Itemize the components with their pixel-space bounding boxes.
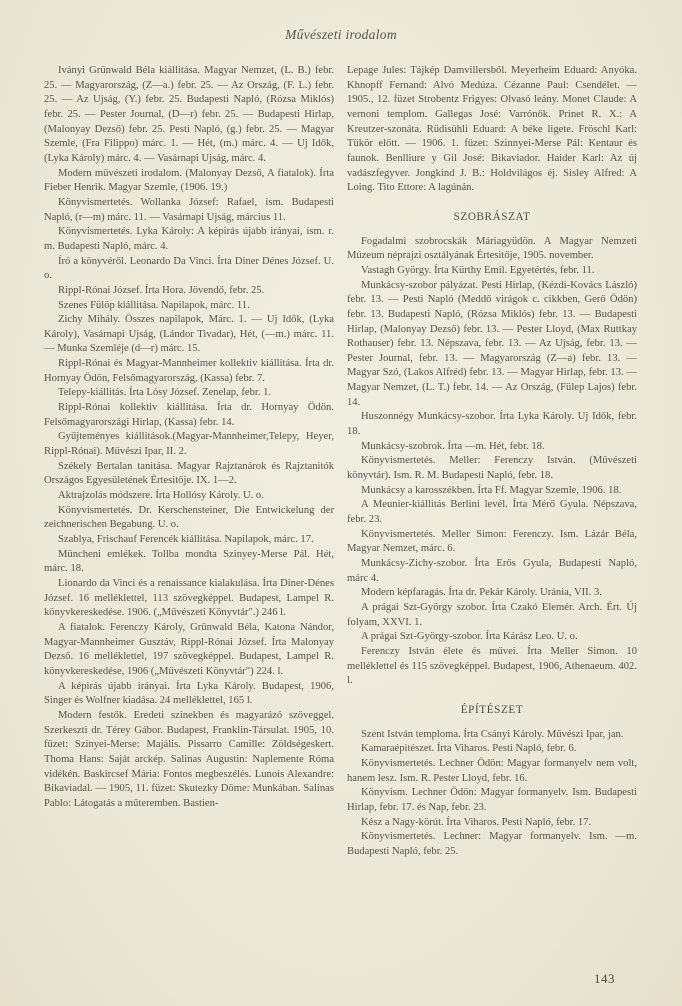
bibliography-entry: Könyvismertetés. Wollanka József: Rafael, ism. Budapesti Napló, (r—m) márc. 11. — Vasárnapi Ujság, március 11.: [44, 196, 334, 223]
right-column: [347, 64, 637, 859]
bibliography-entry: A Meunier-kiállitás Berlini levél. Írta Mérő Gyula. Népszava, febr. 23.: [347, 499, 637, 526]
section-heading-sculpture: SZOBRÁSZAT: [453, 210, 531, 223]
bibliography-entry: Könyvismertetés. Dr. Kerschensteiner, Die Entwickelung der zeichnerischen Begabung. U. o.: [44, 504, 334, 531]
bibliography-entry: Iványi Grünwald Béla kiállitása. Magyar Nemzet, (L. B.) febr. 25. — Magyarország, (Z—a.) febr. 25. — Az Ország, (F. L.) febr. 25. — Az Ujság, (Y.) febr. 25. Budapesti Napló, (Rózsa Miklós) febr. 25. — Pester Journal, (D—r) febr. 25. — Budapesti Hirlap, (Malonyay Dezső) febr. 25. Pesti Napló, (g.) febr. 25. — Magyar Szemle, (Fra Filippo) márc. 1. — Hét, (m.) márc. 4. — Uj Idők, (Lyka Károly) márc. 4. — Vasárnapi Ujság, márc. 4.: [44, 65, 334, 164]
section-heading-architecture: ÉPÍTÉSZET: [460, 703, 524, 716]
bibliography-entry: Munkácsy-szobrok. Írta —m. Hét, febr. 18.: [361, 440, 545, 452]
bibliography-entry: Székely Bertalan tanitása. Magyar Rajztanárok és Rajztanitók Országos Egyesületének Értesitője. IX. 1—2.: [44, 460, 334, 487]
bibliography-entry: Lionardo da Vinci és a renaissance kialakulása. Írta Diner-Dénes József. 16 melléklettel, 113 szövegképpel. Budapest, Lampel R. könyvkereskedése. 1906. („Művészeti Könyvtár".) 246 l.: [44, 577, 334, 619]
bibliography-entry: Könyvismertetés. Lechner: Magyar formanyelv. Ism. —m. Budapesti Napló, febr. 25.: [347, 831, 637, 857]
bibliography-entry: A prágai Szt-György-szobor. Írta Kárász Leo. U. o.: [361, 631, 578, 643]
bibliography-entry: A fiatalok. Ferenczy Károly, Grünwald Béla, Katona Nándor, Magyar-Mannheimer Gusztáv, Rippl-Rónai József. Írta Malonyay Dezső. 16 melléklettel, 197 szövegképpel. Budapest, Lampel R. könyvkereskedése, 1906 („Művészeti Könyvtár") 224. l.: [44, 621, 334, 677]
page-number: 143: [594, 971, 615, 986]
sculpture-entries: [347, 235, 637, 689]
bibliography-entry: Könyvism. Lechner Ödön: Magyar formanyelv. Ism. Budapesti Hirlap, febr. 17. és Nap, febr. 23.: [347, 787, 637, 813]
bibliography-entry: Könyvismertetés. Meller Simon: Ferenczy. Ism. Lázár Béla, Magyar Nemzet, márc. 6.: [347, 528, 637, 555]
bibliography-entry: Modern képfaragás. Írta dr. Pekár Károly. Uránia, VII. 3.: [361, 587, 602, 599]
bibliography-entry: Huszonnégy Munkácsy-szobor. Írta Lyka Károly. Uj Idők, febr. 18.: [347, 411, 637, 438]
bibliography-entry: Munkácsy a karosszékben. Írta Ff. Magyar Szemle, 1906. 18.: [361, 484, 622, 496]
bibliography-entry: Munkácsy-szobor pályázat. Pesti Hirlap, (Kézdi-Kovács László) febr. 13. — Pesti Napló (Meddő virágok c. cikkben, Gerő Ödön) febr. 13. Budapesti Napló, (Rózsa Miklós) febr. 13. — Budapesti Hirlap, (Malonyay Dezső) febr. 13. — Pester Lloyd, (Max Ruttkay Rothauser) febr. 13. Népszava, febr. 13. — Az Ujság, febr. 13. — Pester Journal, febr. 13. — Magyarország (Z—a) febr. 13. — Magyar Szó, (Lakos Alfréd) febr. 13. — Magyar Hirlap, febr. 13. — Magyar Nemzet, (L. T.) febr. 14. — Az Ország, (Fülep Lajos) febr. 14.: [347, 279, 637, 408]
bibliography-entry: Kész a Nagy-körút. Írta Viharos. Pesti Napló, febr. 17.: [361, 816, 592, 828]
bibliography-entry: Aktrajzolás módszere. Írta Hollósy Károly. U. o.: [58, 490, 264, 502]
running-head: Művészeti irodalom: [285, 27, 397, 42]
bibliography-entry: Modern festők. Eredeti szinekben és magyarázó szöveggel. Szerkeszti dr. Térey Gábor. Budapest, Franklin-Társulat. 1905, 10. füzet: Szinyei-Merse: Majális. Pissarro Camille: Zöldségeskert. Thoma Hans: Saját arckép. Salinas Augustin: Naplemente Róma vidékén. Baskircsef Mária: Fontos megbeszélés. Lunois Alexandre: Bikaviadal. — 1905, 11. füzet: Skutezky Döme: Munkában. Salinas Pablo: Látogatás a műteremben. Bastien-: [44, 709, 334, 809]
bibliography-entry: Modern művészeti irodalom. (Malonyay Dezső, A fiatalok). Írta Fieber Henrik. Magyar Szemle, (1906. 19.): [44, 167, 334, 194]
bibliography-entry: A képirás újabb irányai. Írta Lyka Károly. Budapest, 1906, Singer és Wolfner kiadása. 24 melléklettel, 165 l.: [44, 680, 334, 707]
bibliography-entry: Kamaraépitészet. Írta Viharos. Pesti Napló, febr. 6.: [361, 743, 577, 755]
bibliography-entry: Könyvismertetés. Meller: Ferenczy István. (Művészeti könyvtár). Ism. R. M. Budapesti Napló, febr. 18.: [347, 455, 637, 482]
bibliography-entry: Munkácsy-Zichy-szobor. Írta Erős Gyula, Budapesti Napló, márc 4.: [347, 558, 637, 584]
bibliography-entry: Telepy-kiállitás. Írta Lósy József. Zenelap, febr. 1.: [58, 387, 272, 399]
bibliography-entry: Rippl-Rónai József. Írta Hora. Jövendő, febr. 25.: [58, 284, 265, 296]
bibliography-entry: Fogadalmi szobrocskák Máriagyüdön. A Magyar Nemzeti Múzeum néprajzi osztályának Értesitője, 1905. november.: [347, 235, 637, 262]
bibliography-entry: Szent István temploma. Írta Csányi Károly. Művészi Ipar, jan.: [361, 728, 624, 740]
bibliography-entry: Zichy Mihály. Összes napilapok, Márc. 1. — Uj Idők, (Lyka Károly), Vasárnapi Ujság, (Lándor Tivadar), Hét, (—m.) márc. 11. — Munka Szemléje (d—r) márc. 15.: [44, 314, 334, 355]
bibliography-entry: Szenes Fülöp kiállitása. Napilapok, márc. 11.: [58, 299, 250, 311]
bibliography-entry: Szablya, Frischauf Ferencék kiállitása. Napilapok, márc. 17.: [58, 534, 314, 545]
bibliography-entry: Gyűjteményes kiállitások.(Magyar-Mannheimer,Telepy, Heyer, Rippl-Rónai). Művészi Ipar, II. 2.: [44, 431, 334, 458]
bibliography-entry: Könyvismertetés. Lyka Károly: A képirás újabb irányai, ism. r. m. Budapesti Napló, márc. 4.: [44, 226, 334, 252]
bibliography-entry: Könyvismertetés. Lechner Ödön: Magyar formanyelv nem volt, hanem lesz. Ism. R. Pester Lloyd, febr. 16.: [347, 757, 637, 784]
architecture-entries: [347, 728, 637, 860]
bibliography-entry: Müncheni emlékek. Tollba mondta Szinyey-Merse Pál. Hét, márc. 18.: [44, 548, 334, 575]
bibliography-entry: Rippl-Rónai és Magyar-Mannheimer kollektiv kiállitása. Írta dr. Hornyay Ödön, Felsőmagyarország, (Kassa) febr. 7.: [44, 358, 334, 384]
bibliography-entry: Rippl-Rónai kollektiv kiállitása. Írta dr. Hornyay Ödön. Felsőmagyarországi Hirlap, (Kassa) febr. 14.: [44, 402, 334, 428]
left-column: [44, 64, 334, 811]
bibliography-entry: Író a könyvéről. Leonardo Da Vinci. Írta Diner Dénes József. U. o.: [44, 255, 334, 282]
bibliography-entry: Ferenczy István élete és művei. Írta Meller Simon. 10 melléklettel és 115 szövegképpel. Budapest, 1906, Athenaeum. 402. l.: [347, 645, 637, 687]
bibliography-entry: A prágai Szt-György szobor. Írta Czakó Elemér. Arch. Ért. Új folyam, XXVI. 1.: [347, 601, 637, 628]
continued-entry: Lepage Jules: Tájkép Damvillersből. Meyerheim Eduard: Anyóka. Khnopff Fernand: Alvó Medúza. Cézanne Paul: Csendélet. — 1905., 12. füzet Strobentz Frigyes: Olvasó leány. Monet Claude: A vernoni templom. Gallegas José: Varrónők. Prinet R. X.: A Kreutzer-szonáta. Rüdisühli Eduard: A béke ligete. Fröschl Karl: Tükör előtt. — 1906. 1. füzet: Szinnyei-Merse Pál: Kentaur és faunok. Benlliure y Gil José: Bikaviador. Haider Karl: Az új vadászfegyver. Jongkind J. B.: Holdvilágos éj. Sisley Alfred: A Loing. Tito Ettore: A lagúnán.: [347, 65, 637, 194]
bibliography-entry: Vastagh György. Írta Kürthy Emil. Egyetértés, febr. 11.: [361, 264, 595, 276]
